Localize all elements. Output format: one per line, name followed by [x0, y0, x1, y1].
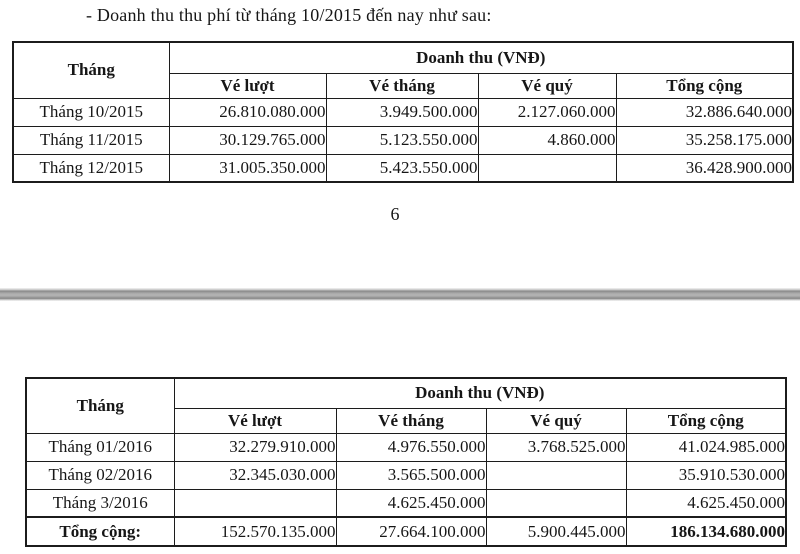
- column-header-month: Tháng: [26, 378, 174, 433]
- table-row: [26, 433, 786, 461]
- column-header-tong-cong: Tổng cộng: [616, 73, 793, 98]
- column-header-tong-cong: Tổng cộng: [626, 408, 786, 433]
- column-header-ve-quy: Vé quý: [486, 408, 626, 433]
- total-label-cell: Tổng cộng:: [26, 517, 174, 546]
- value-cell: 5.423.550.000: [326, 154, 478, 182]
- value-cell: 2.127.060.000: [478, 98, 616, 126]
- value-cell: 4.860.000: [478, 126, 616, 154]
- column-header-month: Tháng: [13, 42, 169, 98]
- value-cell: 32.279.910.000: [174, 433, 336, 461]
- table-row: [13, 154, 793, 182]
- value-cell: 35.258.175.000: [616, 126, 793, 154]
- value-cell: 5.123.550.000: [326, 126, 478, 154]
- value-cell: 3.949.500.000: [326, 98, 478, 126]
- table-row: [13, 98, 793, 126]
- value-cell: [486, 461, 626, 489]
- month-cell: Tháng 01/2016: [26, 433, 174, 461]
- month-cell: Tháng 12/2015: [13, 154, 169, 182]
- total-value-cell: 5.900.445.000: [486, 517, 626, 546]
- month-cell: Tháng 11/2015: [13, 126, 169, 154]
- page-break-divider: [0, 288, 800, 301]
- table-total-row: [26, 517, 786, 546]
- value-cell: 32.886.640.000: [616, 98, 793, 126]
- value-cell: [486, 489, 626, 517]
- column-header-ve-luot: Vé lượt: [169, 73, 326, 98]
- table-header-row: [13, 42, 793, 73]
- column-header-revenue-group: Doanh thu (VNĐ): [169, 42, 793, 73]
- page-number: 6: [390, 204, 400, 224]
- value-cell: 32.345.030.000: [174, 461, 336, 489]
- month-cell: Tháng 3/2016: [26, 489, 174, 517]
- value-cell: 4.625.450.000: [626, 489, 786, 517]
- column-header-ve-thang: Vé tháng: [336, 408, 486, 433]
- value-cell: 36.428.900.000: [616, 154, 793, 182]
- month-cell: Tháng 10/2015: [13, 98, 169, 126]
- column-header-ve-thang: Vé tháng: [326, 73, 478, 98]
- value-cell: 3.565.500.000: [336, 461, 486, 489]
- total-value-cell: 152.570.135.000: [174, 517, 336, 546]
- total-value-cell: 27.664.100.000: [336, 517, 486, 546]
- value-cell: 26.810.080.000: [169, 98, 326, 126]
- column-header-ve-quy: Vé quý: [478, 73, 616, 98]
- month-cell: Tháng 02/2016: [26, 461, 174, 489]
- value-cell: 41.024.985.000: [626, 433, 786, 461]
- revenue-table-2016: [25, 377, 787, 547]
- table-row: [13, 126, 793, 154]
- value-cell: 4.625.450.000: [336, 489, 486, 517]
- column-header-ve-luot: Vé lượt: [174, 408, 336, 433]
- value-cell: [478, 154, 616, 182]
- value-cell: 3.768.525.000: [486, 433, 626, 461]
- total-value-cell: 186.134.680.000: [626, 517, 786, 546]
- value-cell: 35.910.530.000: [626, 461, 786, 489]
- table-header-row: [26, 378, 786, 408]
- value-cell: 31.005.350.000: [169, 154, 326, 182]
- value-cell: 4.976.550.000: [336, 433, 486, 461]
- section-heading: - Doanh thu thu phí từ tháng 10/2015 đến nay như sau:: [86, 5, 492, 25]
- column-header-revenue-group: Doanh thu (VNĐ): [174, 378, 786, 408]
- table-row: [26, 489, 786, 517]
- revenue-table-2015: [12, 41, 794, 183]
- value-cell: [174, 489, 336, 517]
- table-row: [26, 461, 786, 489]
- value-cell: 30.129.765.000: [169, 126, 326, 154]
